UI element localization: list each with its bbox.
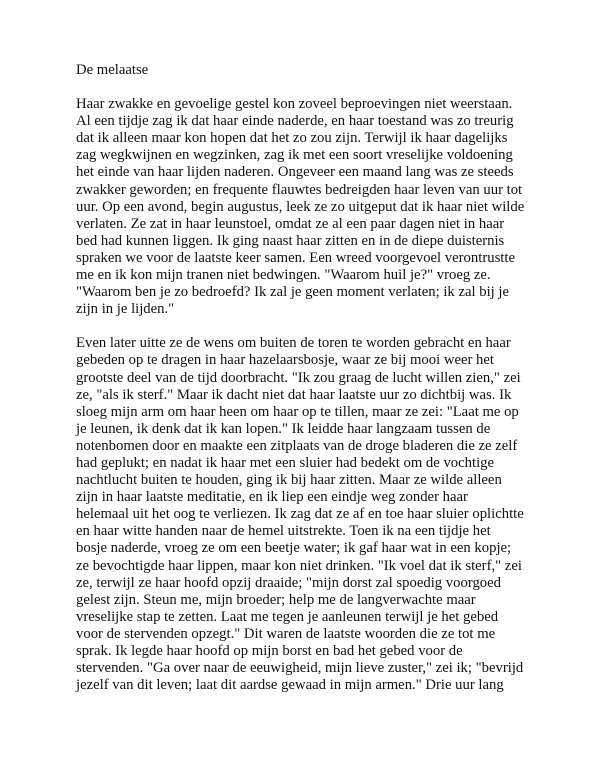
text-line: had geplukt; en nadat ik haar met een sluier had bedekt om de vochtige <box>76 454 495 471</box>
text-line: dat ik alleen maar kon hopen dat het zo zou zijn. Terwijl ik haar dagelijks <box>76 130 508 147</box>
text-line: zwakker geworden; en frequente flauwtes bedreigden haar leven van uur tot <box>76 181 523 198</box>
text-line: ze, terwijl ze haar hoofd opzij draaide; "mijn dorst zal spoedig voorgoed <box>76 574 501 591</box>
paragraph-1 <box>76 96 528 318</box>
text-line: Haar zwakke en gevoelige gestel kon zoveel beproevingen niet weerstaan. <box>76 96 513 113</box>
text-line: gebeden op te dragen in haar hazelaarsbosje, waar ze bij mooi weer het <box>76 352 494 369</box>
text-line: jezelf van dit leven; laat dit aardse gewaad in mijn armen." Drie uur lang <box>76 677 504 694</box>
text-line: bosje naderde, vroeg ze om een beetje water; ik gaf haar wat in een kopje; <box>76 540 512 557</box>
text-line: me en ik kon mijn tranen niet bedwingen. "Waarom huil je?" vroeg ze. <box>76 267 491 284</box>
text-line: zijn in haar laatste meditatie, en ik liep een eindje weg zonder haar <box>76 489 468 506</box>
text-line: zijn in je lijden." <box>76 301 175 318</box>
text-line: vreselijke stap te zetten. Laat me tegen je aanleunen terwijl je het gebed <box>76 608 499 625</box>
text-line: ze bevochtigde haar lippen, maar kon niet drinken. "Ik voel dat ik sterf," zei <box>76 557 522 574</box>
text-line: Al een tijdje zag ik dat haar einde naderde, en haar toestand was zo treurig <box>76 113 514 130</box>
text-line: stervenden. "Ga over naar de eeuwigheid, mijn lieve zuster," zei ik; "bevrijd <box>76 660 524 677</box>
text-line: gelest zijn. Steun me, mijn broeder; help me de langverwachte maar <box>76 591 476 608</box>
text-line: bed had kunnen liggen. Ik ging naast haar zitten en in de diepe duisternis <box>76 232 505 249</box>
text-line: notenbomen door en maakte een zitplaats van de droge bladeren die ze zelf <box>76 437 518 454</box>
text-line: sloeg mijn arm om haar heen om haar op te tillen, maar ze zei: "Laat me op <box>76 403 519 420</box>
document-page <box>76 62 528 711</box>
text-line: en haar witte handen naar de hemel uitstrekte. Toen ik na een tijdje het <box>76 523 491 540</box>
text-line: je leunen, ik denk dat ik kan lopen." Ik leidde haar langzaam tussen de <box>76 420 491 437</box>
text-line: verlaten. Ze zat in haar leunstoel, omdat ze al een paar dagen niet in haar <box>76 215 505 232</box>
text-line: het einde van haar lijden naderen. Ongeveer een maand lang was ze steeds <box>76 164 514 181</box>
text-line: Even later uitte ze de wens om buiten de toren te worden gebracht en haar <box>76 335 511 352</box>
text-line: nachtlucht buiten te houden, ging ik bij haar zitten. Maar ze wilde alleen <box>76 472 502 489</box>
text-line: zag wegkwijnen en wegzinken, zag ik met een soort vreselijke voldoening <box>76 147 513 164</box>
text-line: sprak. Ik legde haar hoofd op mijn borst en bad het gebed voor de <box>76 643 463 659</box>
document-title: De melaatse <box>76 62 149 78</box>
text-line: spraken we voor de laatste keer samen. Een wreed voorgevoel verontrustte <box>76 249 515 266</box>
text-line: ze, "als ik sterf." Maar ik dacht niet dat haar laatste uur zo dichtbij was. Ik <box>76 386 512 403</box>
paragraph-2 <box>76 335 528 694</box>
text-line: grootste deel van de tijd doorbracht. "Ik zou graag de lucht willen zien," zei <box>76 369 521 386</box>
text-line: helemaal uit het oog te verliezen. Ik zag dat ze af en toe haar sluier oplichtte <box>76 506 524 523</box>
text-line: uur. Op een avond, begin augustus, leek ze zo uitgeput dat ik haar niet wilde <box>76 198 525 215</box>
text-line: voor de stervenden opzegt." Dit waren de laatste woorden die ze tot me <box>76 625 496 642</box>
text-line: "Waarom ben je zo bedroefd? Ik zal je geen moment verlaten; ik zal bij je <box>76 284 510 301</box>
